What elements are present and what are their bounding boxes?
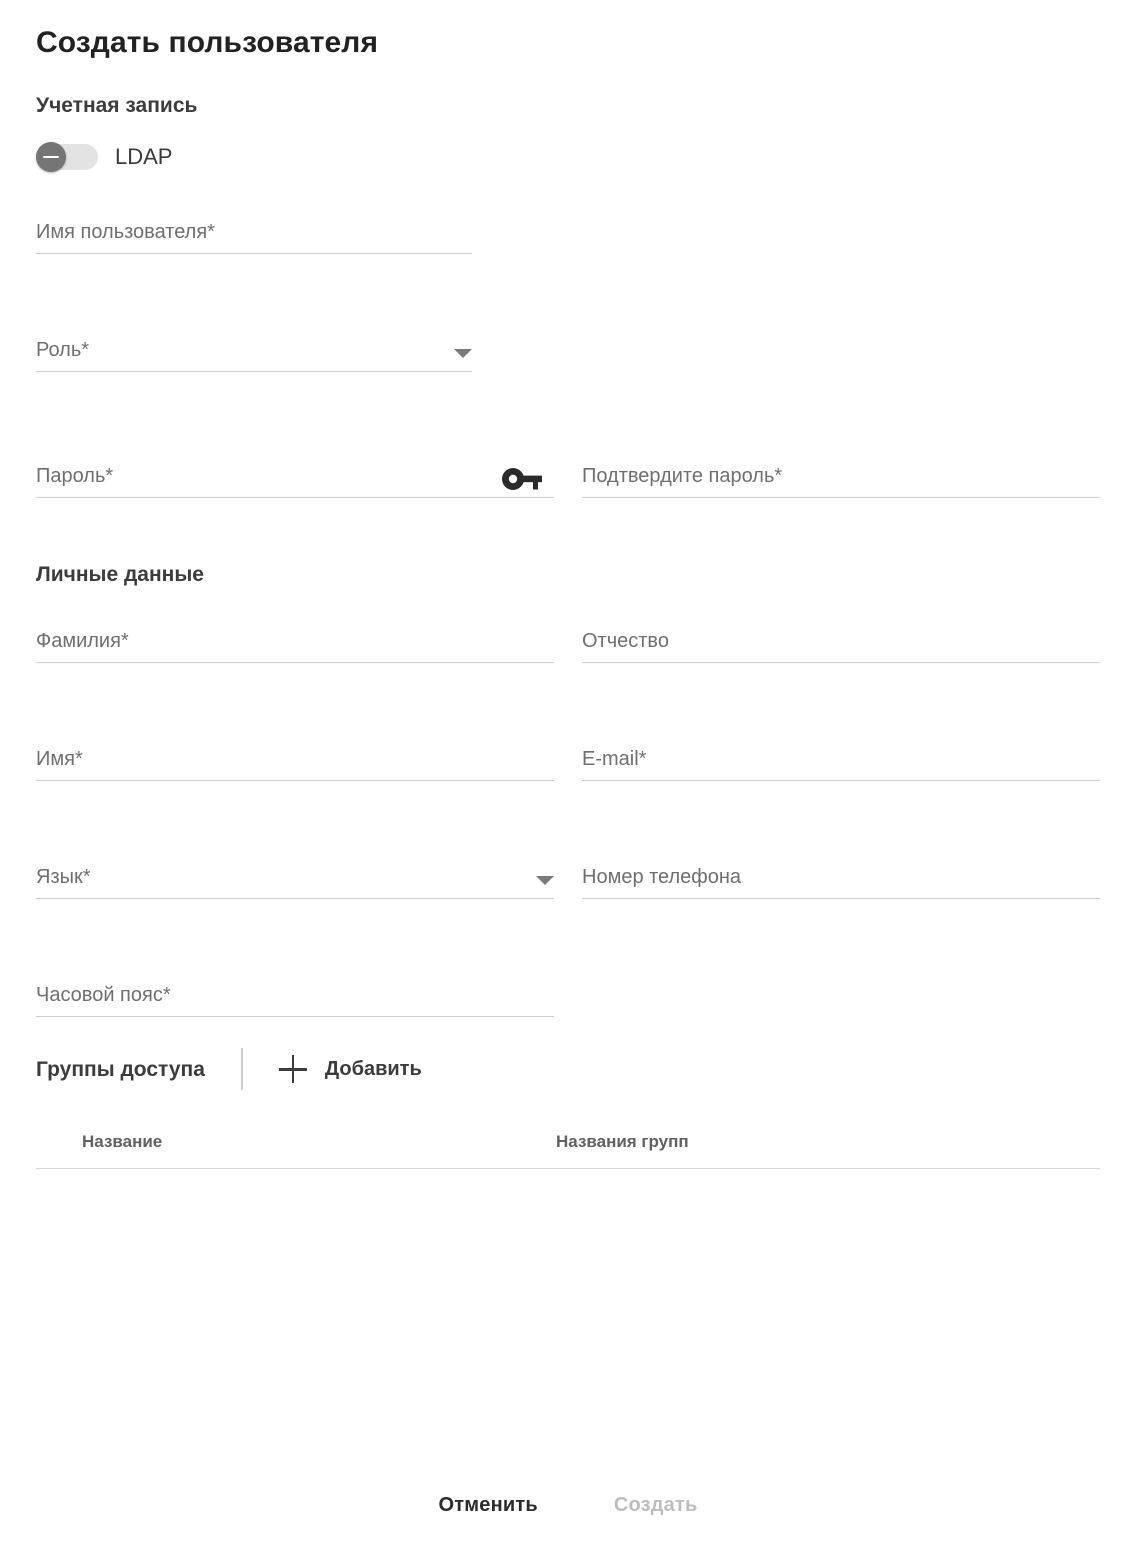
column-header-group-names: Названия групп [556,1132,689,1152]
spacer [36,518,1100,562]
password-confirm-placeholder: Подтвердите пароль* [582,465,783,488]
divider [241,1048,243,1090]
ldap-toggle[interactable] [36,144,98,170]
field-underline [36,662,554,663]
middlename-placeholder: Отчество [582,630,669,653]
lastname-placeholder: Фамилия* [36,630,129,653]
spacer [36,392,1100,444]
firstname-field[interactable] [36,727,554,801]
field-underline [36,780,554,781]
role-select[interactable] [36,318,472,392]
personal-grid [36,609,1100,1037]
access-groups-table [36,1133,1100,1169]
field-underline [582,780,1100,781]
page-title: Создать пользователя [36,26,379,59]
spacer [36,919,554,963]
password-field[interactable] [36,444,554,518]
lastname-field[interactable] [36,609,554,683]
ldap-toggle-row [36,140,1100,174]
language-placeholder: Язык* [36,866,91,889]
field-underline [582,497,1100,498]
create-button[interactable]: Создать [608,1484,704,1527]
spacer [36,683,554,727]
middlename-field[interactable] [582,609,1100,683]
spacer [36,801,554,845]
toggle-knob-icon [36,142,66,172]
timezone-placeholder: Часовой пояс* [36,984,171,1007]
field-underline [582,662,1100,663]
field-underline [36,898,554,899]
chevron-down-icon[interactable] [454,349,472,358]
field-underline [36,253,472,254]
field-underline [36,497,554,498]
email-placeholder: E-mail* [582,748,647,771]
add-group-button[interactable] [279,1055,422,1083]
key-icon[interactable] [500,466,544,492]
access-groups-title: Группы доступа [36,1057,205,1081]
field-underline [36,1016,554,1017]
spacer [582,683,1100,727]
section-title-personal: Личные данные [36,563,204,587]
field-underline [36,371,472,372]
add-group-label: Добавить [324,1058,422,1081]
access-groups-header [36,1047,1100,1091]
spacer [582,801,1100,845]
table-divider [36,1168,1100,1169]
cancel-button[interactable]: Отменить [433,1484,544,1527]
password-row [36,444,1100,518]
language-select[interactable] [36,845,554,919]
table-header-row [36,1133,1100,1168]
username-field[interactable] [36,200,472,274]
form-actions [0,1484,1136,1527]
field-underline [582,898,1100,899]
column-header-name: Название [82,1132,163,1152]
username-placeholder: Имя пользователя* [36,221,215,244]
ldap-toggle-label: LDAP [115,144,173,170]
spacer [582,919,1100,963]
spacer [582,963,1100,1037]
phone-placeholder: Номер телефона [582,866,742,889]
role-placeholder: Роль* [36,339,90,362]
spacer [36,274,1100,318]
timezone-field[interactable] [36,963,554,1037]
firstname-placeholder: Имя* [36,748,83,771]
chevron-down-icon[interactable] [536,876,554,885]
password-confirm-field[interactable] [582,444,1100,518]
plus-icon [279,1055,307,1083]
email-field[interactable] [582,727,1100,801]
section-title-account: Учетная запись [36,94,198,117]
password-placeholder: Пароль* [36,465,114,488]
phone-field[interactable] [582,845,1100,919]
